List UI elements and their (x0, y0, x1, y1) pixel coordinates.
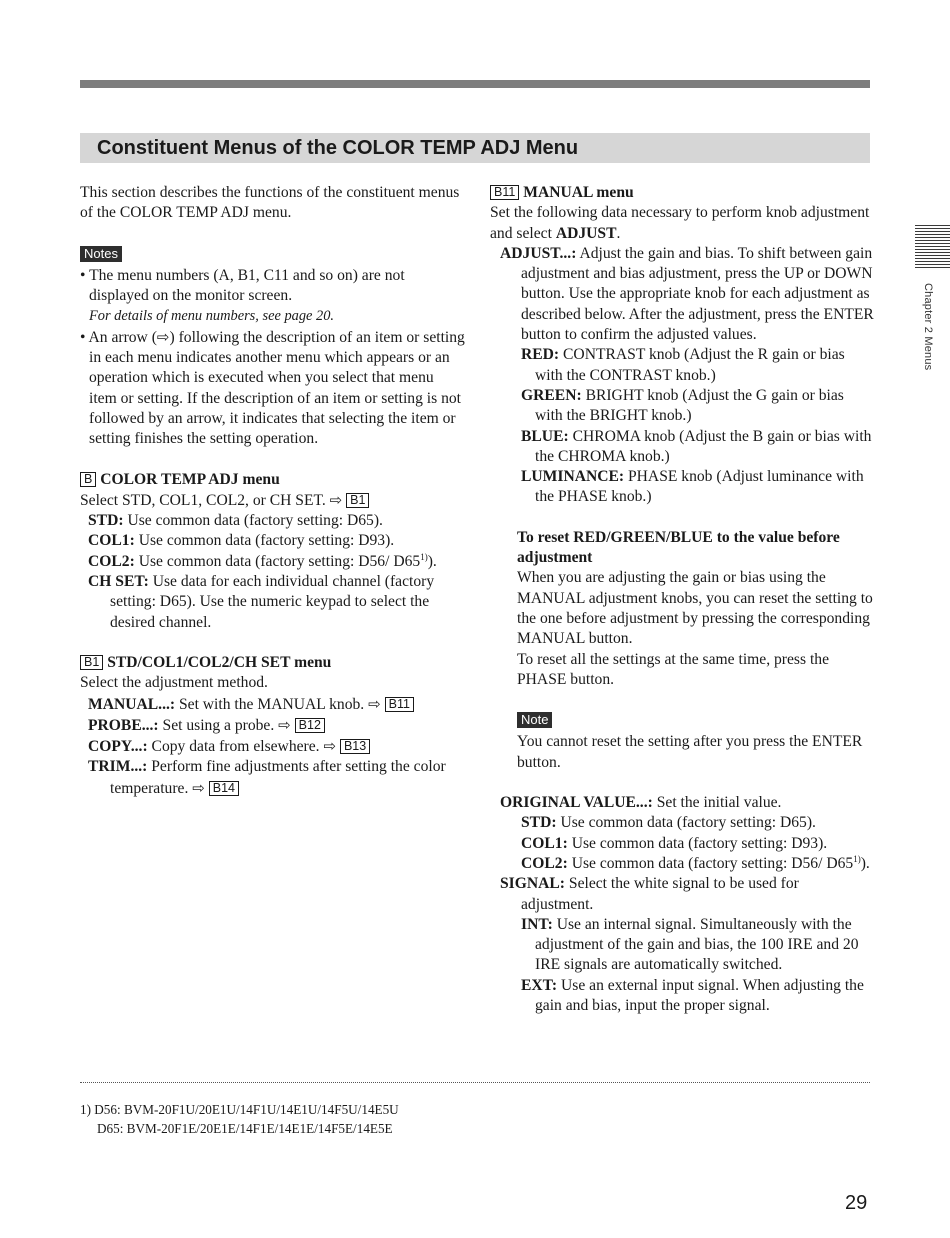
section-title: Constituent Menus of the COLOR TEMP ADJ Menu (97, 137, 579, 159)
menu-link-b12: B12 (295, 718, 325, 733)
footnote-divider (80, 1082, 870, 1083)
original-sub-item: COL1: Use common data (factory setting: D93). (521, 834, 828, 852)
menu-item: COL1: Use common data (factory setting: D93). (88, 532, 395, 550)
left-column (80, 183, 465, 799)
arrow-icon: ⇨ (192, 778, 205, 797)
notes-tag: Notes (80, 246, 122, 262)
note-item: • An arrow (⇨) following the description of an item or setting in each menu indicates another menu which appears or an operation which is executed when you select that menu item or setting. If the description of an item or setting is not followed by an arrow, it indicates that selecting the item or setting finishes the setting operation. (80, 327, 465, 448)
menu-box-b1: B1 (80, 655, 103, 670)
arrow-icon: ⇨ (323, 737, 337, 756)
menu-desc: Set the following data necessary to perform knob adjustment and select ADJUST. (490, 204, 870, 242)
original-value-item: ORIGINAL VALUE...: Set the initial value. (500, 794, 782, 812)
menu-desc: Select STD, COL1, COL2, or CH SET. ⇨ B1 (80, 490, 465, 511)
original-sub-item: STD: Use common data (factory setting: D65). (521, 814, 816, 832)
menu-item: COPY...: Copy data from elsewhere. ⇨ B13 (80, 736, 465, 757)
reset-text: To reset all the settings at the same time, press the PHASE button. (517, 650, 829, 688)
intro-text: This section describes the functions of the constituent menus of the COLOR TEMP ADJ menu. (80, 184, 460, 222)
menu-item: STD: Use common data (factory setting: D65). (88, 512, 383, 530)
signal-item: SIGNAL: Select the white signal to be used for adjustment. (500, 875, 799, 913)
menu-item: TRIM...: Perform fine adjustments after setting the color temperature. ⇨ B14 (88, 758, 446, 797)
menu-link-b14: B14 (209, 781, 239, 796)
knob-item: BLUE: CHROMA knob (Adjust the B gain or bias with the CHROMA knob.) (521, 427, 872, 465)
reset-heading: To reset RED/GREEN/BLUE to the value before adjustment (517, 528, 840, 567)
page-number: 29 (845, 1192, 868, 1214)
footnote (80, 1101, 399, 1138)
arrow-icon: ⇨ (368, 694, 381, 713)
reset-text: When you are adjusting the gain or bias using the MANUAL adjustment knobs, you can reset the setting to the one before adjustment by pressing the corresponding MANUAL button. (517, 569, 873, 648)
right-column (490, 183, 875, 1016)
original-sub-item: COL2: Use common data (factory setting: D56/ D65$^{1)}$). (521, 853, 870, 872)
menu-item: COL2: Use common data (factory setting: D56/ D65$^{1)}$). (88, 551, 437, 570)
chapter-thumb-marker (915, 225, 950, 270)
signal-sub-item: INT: Use an internal signal. Simultaneously with the adjustment of the gain and bias, the 100 IRE and 20 IRE signals are automatically switched. (521, 915, 859, 974)
note-reference: For details of menu numbers, see page 20. (89, 308, 335, 325)
menu-heading-b: B COLOR TEMP ADJ menu (80, 470, 465, 490)
arrow-icon: ⇨ (156, 327, 170, 346)
note-text: You cannot reset the setting after you press the ENTER button. (517, 733, 863, 771)
menu-item: MANUAL...: Set with the MANUAL knob. ⇨ B11 (80, 694, 465, 715)
knob-item: RED: CONTRAST knob (Adjust the R gain or bias with the CONTRAST knob.) (521, 346, 845, 384)
menu-link-b13: B13 (340, 739, 370, 754)
arrow-icon: ⇨ (278, 715, 291, 734)
footnote-line: D65: BVM-20F1E/20E1E/14F1E/14E1E/14F5E/14E5E (97, 1120, 393, 1136)
knob-item: GREEN: BRIGHT knob (Adjust the G gain or bias with the BRIGHT knob.) (521, 386, 844, 425)
chapter-side-label: Chapter 2 Menus (922, 283, 934, 371)
menu-link-b1: B1 (346, 493, 369, 508)
menu-link-b11: B11 (385, 697, 414, 712)
menu-heading-b1: B1 STD/COL1/COL2/CH SET menu (80, 653, 465, 673)
top-rule (80, 80, 870, 88)
adjust-item: ADJUST...: Adjust the gain and bias. To shift between gain adjustment and bias adjustment, press the UP or DOWN button. Use the appropriate knob for each adjustment as described below. After the adjustment, press the ENTER button to confirm the adjusted values. (500, 244, 874, 344)
footnote-line: 1) D56: BVM-20F1U/20E1U/14F1U/14E1U/14F5U/14E5U (80, 1102, 399, 1117)
menu-box-b: B (80, 472, 96, 487)
menu-item: CH SET: Use data for each individual channel (factory setting: D65). Use the numeric keypad to select the desired channel. (88, 573, 435, 631)
menu-item: PROBE...: Set using a probe. ⇨ B12 (80, 715, 465, 736)
menu-box-b11: B11 (490, 185, 519, 200)
note-item: • The menu numbers (A, B1, C11 and so on) are not displayed on the monitor screen. (80, 266, 405, 305)
arrow-icon: ⇨ (329, 490, 343, 509)
signal-sub-item: EXT: Use an external input signal. When adjusting the gain and bias, input the proper signal. (521, 976, 864, 1014)
section-title-band (80, 133, 870, 163)
menu-desc: Select the adjustment method. (80, 674, 268, 692)
menu-heading-b11: B11 MANUAL menu (490, 183, 875, 203)
note-tag: Note (517, 712, 552, 728)
knob-item: LUMINANCE: PHASE knob (Adjust luminance with the PHASE knob.) (521, 468, 864, 506)
